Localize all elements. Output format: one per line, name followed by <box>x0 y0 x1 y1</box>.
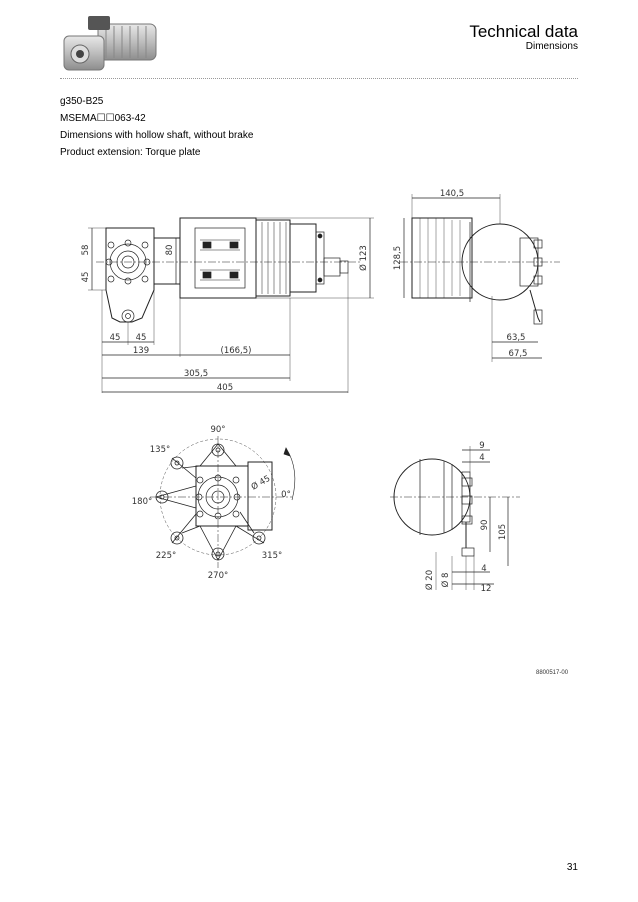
angle-315: 315° <box>261 551 283 561</box>
dim-305-5: 305,5 <box>183 369 209 379</box>
dim-405: 405 <box>216 383 234 393</box>
angle-135: 135° <box>149 445 171 455</box>
motor-label: MSEMA☐☐063-42 <box>60 113 146 124</box>
dim-80: 80 <box>165 244 175 256</box>
dim-12: 12 <box>480 584 492 594</box>
dim-63-5: 63,5 <box>506 333 526 343</box>
angle-90: 90° <box>210 425 226 435</box>
angle-0: 0° <box>281 490 291 500</box>
dim-9: 9 <box>479 441 485 451</box>
dim-166-5: (166,5) <box>220 346 252 356</box>
drawing-code: 8800517-00 <box>536 670 569 676</box>
dim-dia-20: Ø 20 <box>425 569 435 591</box>
torque-plate-view <box>150 436 295 568</box>
dim-140-5: 140,5 <box>439 189 465 199</box>
page-number: 31 <box>566 862 578 873</box>
dim-dia-45: Ø 45 <box>249 473 273 493</box>
angle-180: 180° <box>131 497 153 507</box>
dim-45-left: 45 <box>81 271 91 283</box>
page-title: Technical data <box>469 22 578 41</box>
bottom-end-view <box>390 446 520 590</box>
page-subtitle: Dimensions <box>525 41 578 52</box>
description-label: Dimensions with hollow shaft, without brake <box>60 130 254 141</box>
model-label: g350-B25 <box>60 96 104 107</box>
dim-dia-8: Ø 8 <box>441 572 451 588</box>
dim-4-bottom: 4 <box>481 564 487 574</box>
dim-67-5: 67,5 <box>508 349 528 359</box>
angle-225: 225° <box>155 551 177 561</box>
dim-45-b: 45 <box>135 333 147 343</box>
dim-105: 105 <box>498 523 508 541</box>
angle-270: 270° <box>207 571 229 581</box>
side-view <box>88 218 374 393</box>
dim-4-top: 4 <box>479 453 485 463</box>
dim-45-a: 45 <box>109 333 121 343</box>
extension-label: Product extension: Torque plate <box>60 147 201 158</box>
dim-dia-123: Ø 123 <box>359 245 369 271</box>
end-view <box>400 194 560 362</box>
dim-139: 139 <box>132 346 150 356</box>
dim-90: 90 <box>480 519 490 531</box>
dim-128-5: 128,5 <box>393 245 403 271</box>
dim-58: 58 <box>81 244 91 256</box>
